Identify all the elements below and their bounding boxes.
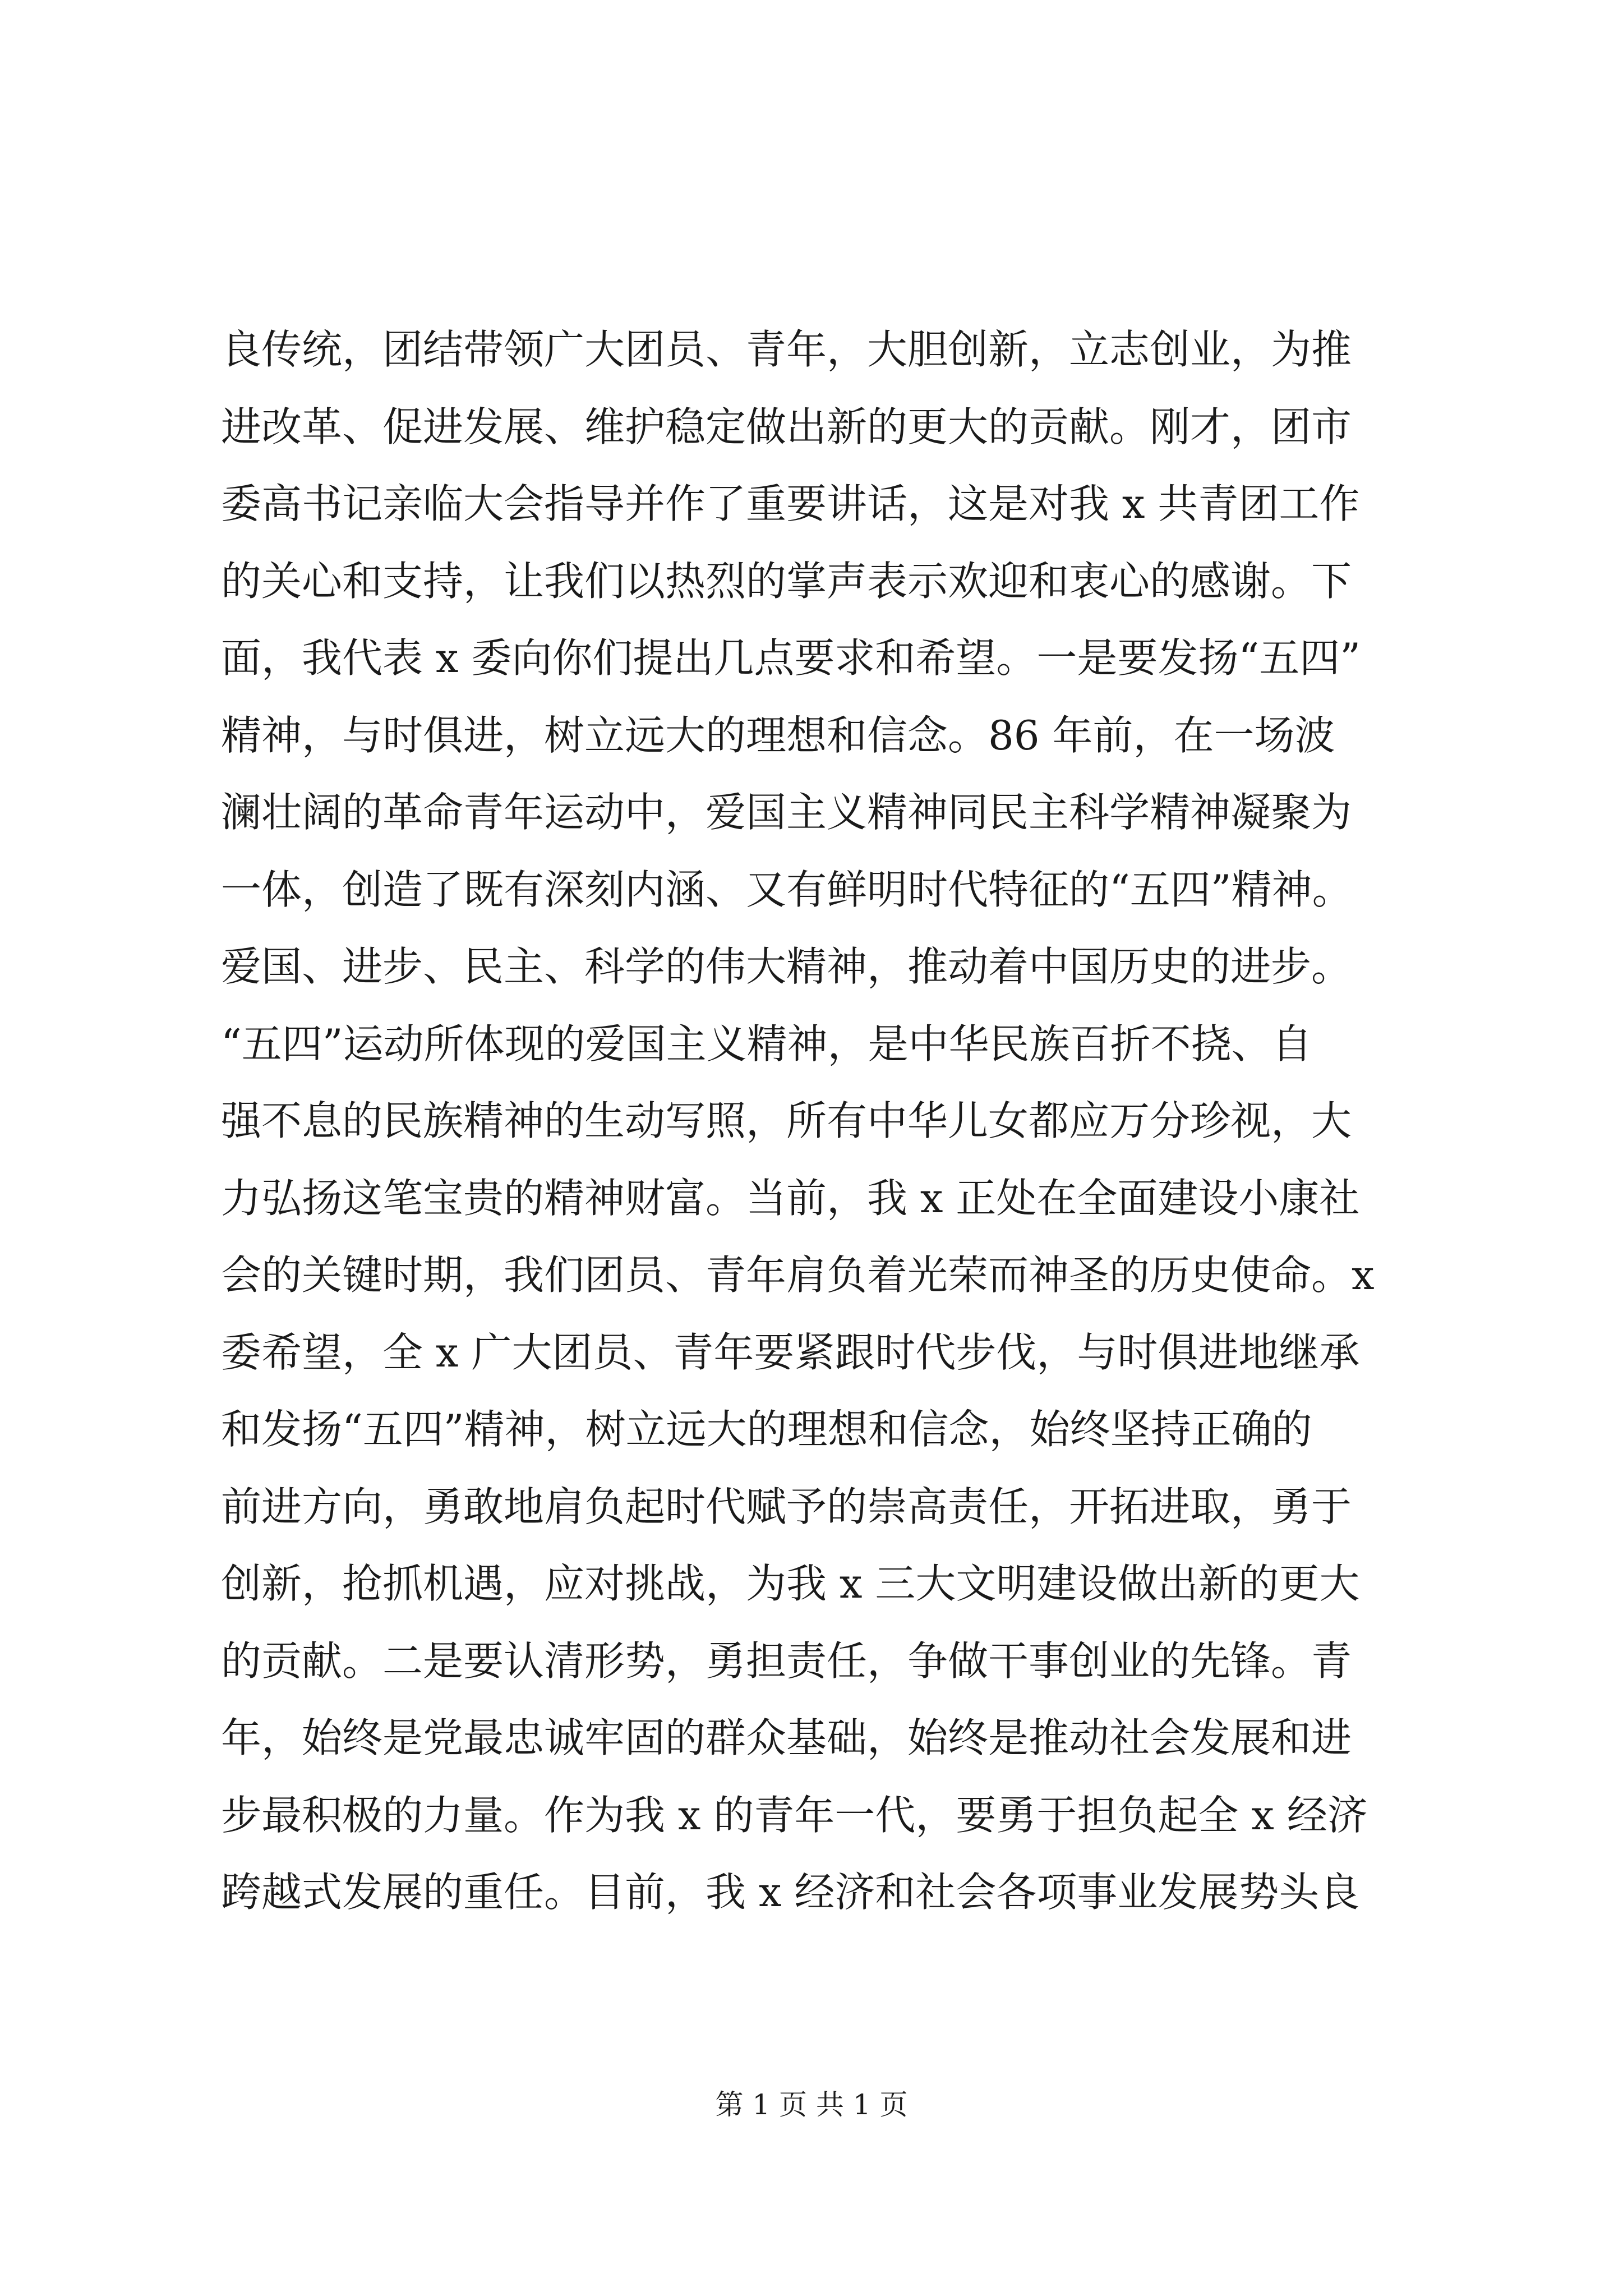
page-number-label: 第 1 页 共 1 页	[715, 2088, 908, 2121]
text-line-20: 步最积极的力量。作为我 x 的青年一代，要勇于担负起全 x 经济	[221, 1791, 1368, 1839]
text-line-6: 精神，与时俱进，树立远大的理想和信念。86 年前，在一场波	[221, 711, 1335, 759]
text-line-5: 面，我代表 x 委向你们提出几点要求和希望。一是要发扬“五四”	[221, 634, 1361, 682]
text-line-14: 委希望，全 x 广大团员、青年要紧跟时代步伐，与时俱进地继承	[221, 1328, 1360, 1376]
text-line-19: 年，始终是党最忠诚牢固的群众基础，始终是推动社会发展和进	[221, 1714, 1352, 1761]
text-line-4: 的关心和支持，让我们以热烈的掌声表示欢迎和衷心的感谢。下	[221, 557, 1352, 605]
text-line-15: 和发扬“五四”精神，树立远大的理想和信念，始终坚持正确的	[221, 1406, 1312, 1453]
text-line-1: 良传统，团结带领广大团员、青年，大胆创新，立志创业，为推	[221, 326, 1352, 373]
text-line-16: 前进方向，勇敢地肩负起时代赋予的崇高责任，开拓进取，勇于	[221, 1483, 1352, 1530]
text-line-9: 爱国、进步、民主、科学的伟大精神，推动着中国历史的进步。	[221, 943, 1352, 990]
text-line-2: 进改革、促进发展、维护稳定做出新的更大的贡献。刚才，团市	[221, 403, 1352, 450]
body-text	[221, 311, 1415, 1931]
text-line-13: 会的关键时期，我们团员、青年肩负着光荣而神圣的历史使命。x	[221, 1251, 1375, 1299]
text-line-12: 力弘扬这笔宝贵的精神财富。当前，我 x 正处在全面建设小康社	[221, 1174, 1360, 1222]
text-line-21: 跨越式发展的重任。目前，我 x 经济和社会各项事业发展势头良	[221, 1869, 1360, 1916]
text-line-8: 一体，创造了既有深刻内涵、又有鲜明时代特征的“五四”精神。	[221, 866, 1353, 913]
text-line-17: 创新，抢抓机遇，应对挑战，为我 x 三大文明建设做出新的更大	[221, 1560, 1360, 1607]
text-line-3: 委高书记亲临大会指导并作了重要讲话，这是对我 x 共青团工作	[221, 480, 1360, 527]
page-footer	[0, 2088, 1623, 2122]
text-line-10: “五四”运动所体现的爱国主义精神，是中华民族百折不挠、自	[221, 1020, 1312, 1068]
text-line-18: 的贡献。二是要认清形势，勇担责任，争做干事创业的先锋。青	[221, 1637, 1352, 1685]
text-line-11: 强不息的民族精神的生动写照，所有中华儿女都应万分珍视，大	[221, 1097, 1352, 1144]
text-line-7: 澜壮阔的革命青年运动中，爱国主义精神同民主科学精神凝聚为	[221, 789, 1352, 836]
